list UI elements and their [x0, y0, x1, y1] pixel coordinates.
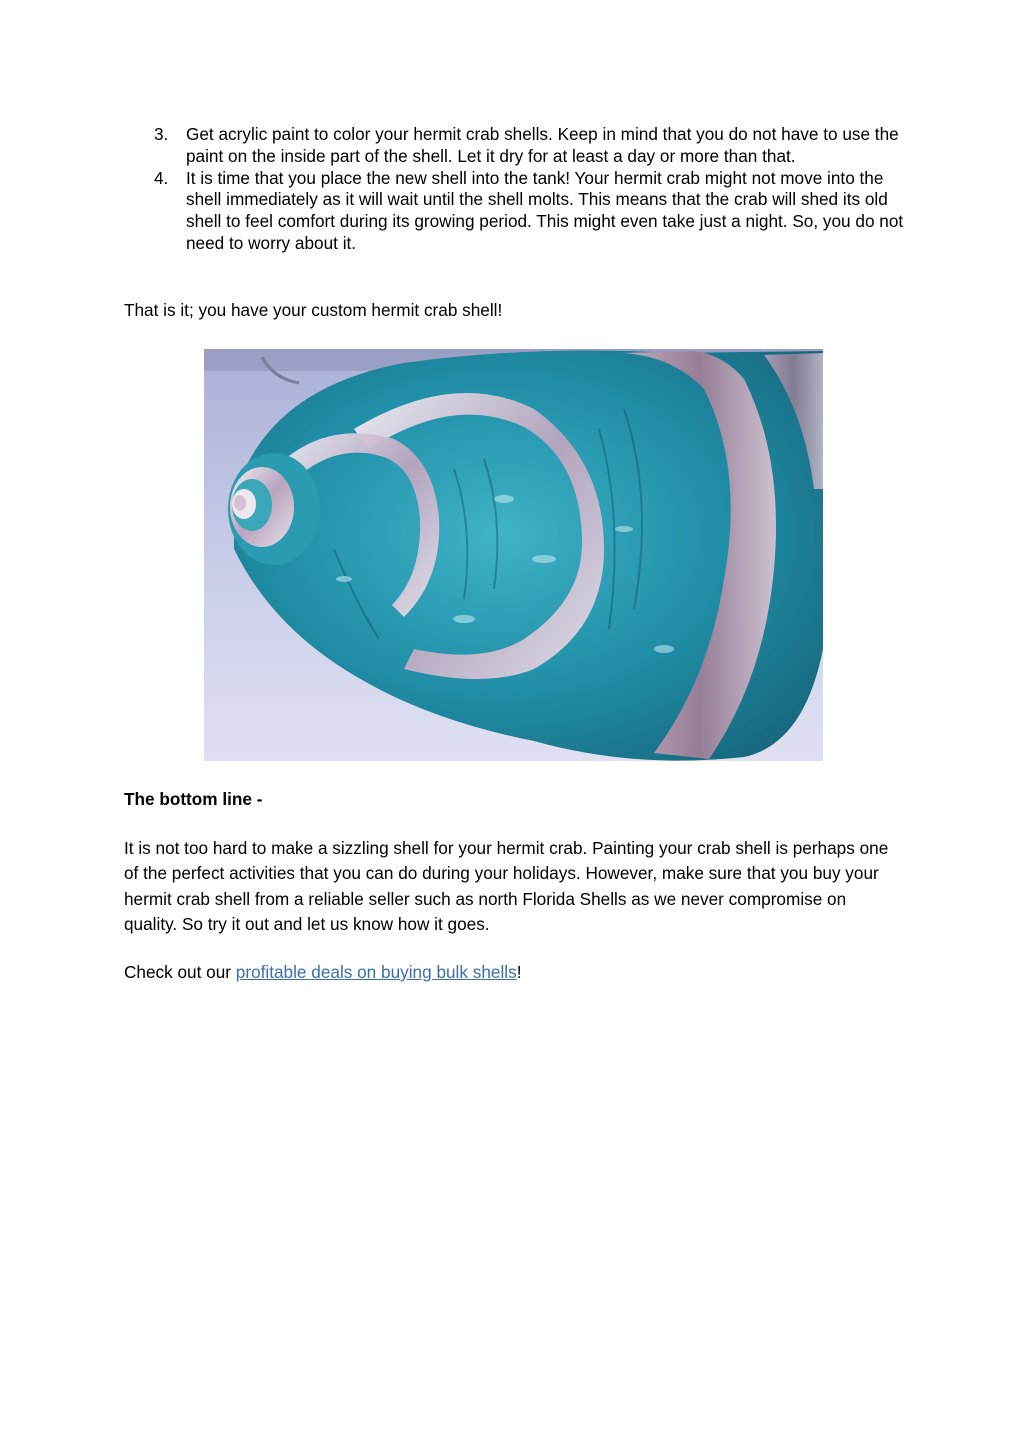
cta-prefix: Check out our — [124, 962, 236, 982]
cta-paragraph — [124, 960, 904, 985]
intro-paragraph: That is it; you have your custom hermit crab shell! — [124, 300, 503, 320]
list-item-number: 4. — [154, 167, 169, 188]
bulk-shells-link[interactable]: profitable deals on buying bulk shells — [235, 962, 517, 982]
list-item — [124, 124, 904, 168]
cta-suffix: ! — [516, 962, 522, 982]
shell-photo — [204, 349, 823, 761]
list-item-number: 3. — [154, 124, 169, 144]
list-item-text: It is time that you place the new shell into the tank! Your hermit crab might not move into the shell immediately as it will wait until the shell molts. This means that the crab will shed its old shell to feel comfort during its growing period. This might even take just a night. So, you do not need to worry about it. — [186, 167, 904, 253]
section-heading: The bottom line - — [124, 789, 263, 809]
list-item-text: Get acrylic paint to color your hermit crab shells. Keep in mind that you do not have to use the paint on the inside part of the shell. Let it dry for at least a day or more than that. — [186, 124, 899, 166]
list-item — [124, 168, 904, 255]
steps-list — [124, 124, 904, 255]
body-paragraph: It is not too hard to make a sizzling shell for your hermit crab. Painting your crab shell is perhaps one of the perfect activities that you can do during your holidays. However, make sure that you buy your hermit crab shell from a reliable seller such as north Florida Shells as we never compromise on quality. So try it out and let us know how it goes. — [124, 838, 889, 935]
